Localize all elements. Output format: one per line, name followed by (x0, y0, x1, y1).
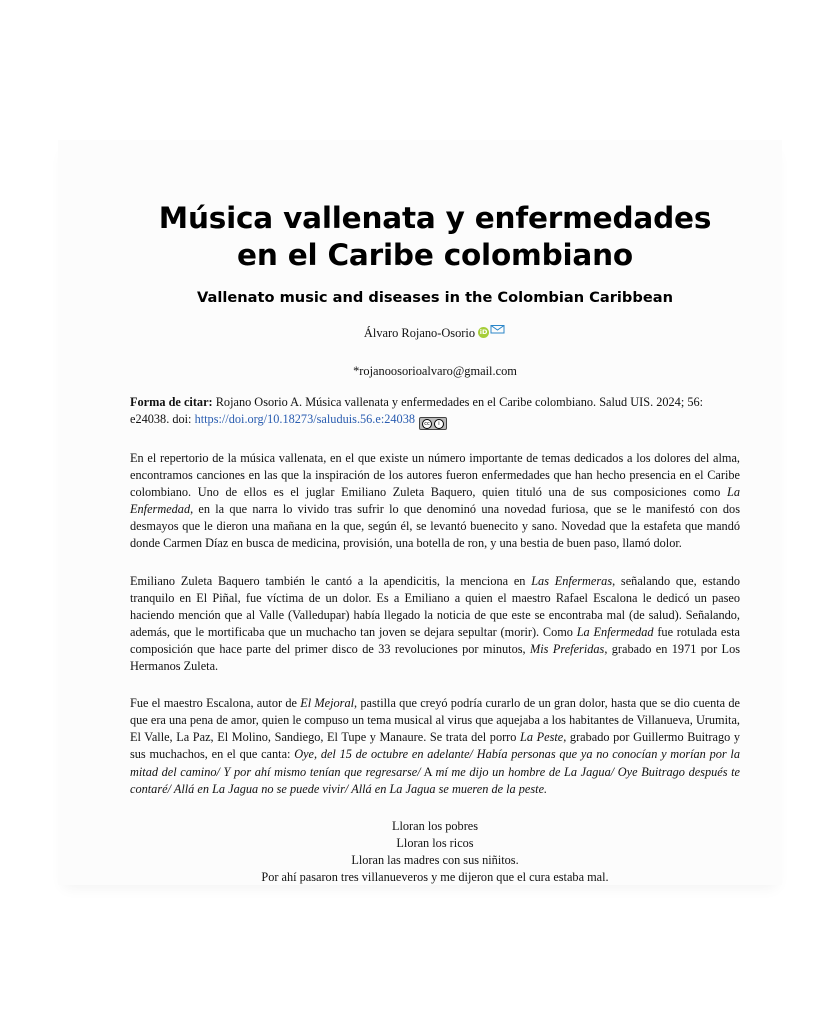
italic-run: La Peste (520, 730, 564, 745)
author-name: Álvaro Rojano-Osorio (363, 326, 476, 340)
italic-run: mí me dijo un hombre de La Jagua/ Oye Buitrago después te contaré/ Allá en La Jagua no se puede vivir/ Allá en La Jagua se mueren de la peste. (130, 764, 741, 796)
article-content (130, 200, 740, 886)
verse-line: Lloran los pobres (391, 818, 479, 833)
text-run: fue rotulada esta composición que hace parte del primer disco de 33 revoluciones por minutos, (130, 624, 740, 656)
body-paragraph (130, 573, 740, 676)
italic-run: Las Enfermeras (531, 573, 613, 588)
citation-label: Forma de citar: (130, 395, 213, 409)
italic-run: La Enfermedad (130, 485, 740, 517)
text-run: En el repertorio de la música vallenata, en el que existe un número importante de temas dedicados a los dolores del alma, encontramos canciones en las que la inspiración de los autores fueron enfermedades que han hecho presencia en el Caribe colombiano. Uno de ellos es el juglar Emiliano Zuleta Baquero, quien tituló una de sus composiciones como (130, 451, 740, 500)
doi-link[interactable]: https://doi.org/10.18273/saluduis.56.e:24038 (194, 411, 415, 426)
author-email: *rojanoosorioalvaro@gmail.com (353, 364, 517, 378)
citation-block (130, 394, 740, 430)
text-run: , grabado por Guillermo Buitrago y sus muchachos, en el que canta: (130, 730, 740, 762)
text-run: Emiliano Zuleta Baquero también le cantó a la apendicitis, la menciona en (130, 573, 532, 588)
article-subtitle: Vallenato music and diseases in the Colombian Caribbean (197, 289, 673, 306)
italic-run: Oye, del 15 de octubre en adelante/ Había personas que ya no conocían y morían por la mitad del camino/ Y por ahí mismo tenían que regresarse/ (130, 747, 740, 779)
by-icon: i (434, 419, 444, 429)
body-paragraph (130, 695, 740, 798)
body-paragraphs (130, 450, 740, 798)
text-run: , grabado en 1971 por Los Hermanos Zuleta. (130, 641, 740, 674)
text-run: , en la que narra lo vivido tras sufrir lo que denominó una novedad furiosa, que se le manifestó con dos desmayos que le dieron una mañana en la que, según él, se levantó buenecito y sano. Novedad que la estafeta que mandó donde Carmen Díaz en busca de medicina, provisión, una botella de ron, y una bestia de buen paso, llamó dolor. (130, 502, 740, 551)
title-line-2: en el Caribe colombiano (237, 238, 633, 272)
citation-text: Rojano Osorio A. Música vallenata y enfermedades en el Caribe colombiano. Salud UIS. 2024; 56: e24038. doi: (130, 395, 704, 426)
verse-line: Lloran los ricos (396, 835, 474, 850)
italic-run: La Enfermedad (576, 624, 654, 639)
italic-run: Mis Preferidas (530, 641, 605, 656)
verse-line: Por ahí pasaron tres villanueveros y me dijeron que el cura estaba mal. (261, 869, 609, 884)
song-verse (130, 818, 740, 886)
article-title (130, 200, 740, 274)
email-icon[interactable] (490, 324, 506, 334)
text-run: A (420, 764, 436, 779)
cc-by-license-badge[interactable] (419, 417, 447, 430)
title-line-1: Música vallenata y enfermedades (158, 201, 712, 235)
text-run: , pastilla que creyó podría curarlo de un gran dolor, hasta que se dio cuenta de que era una pena de amor, quien le compuso un tema musical al virus que aquejaba a los habitantes de Villanueva, Urumita, El Valle, La Paz, El Molino, Sandiego, El Tupe y Manaure. Se trata del porro (130, 696, 740, 745)
cc-icon: cc (422, 419, 432, 429)
text-run: Fue el maestro Escalona, autor de (130, 696, 301, 711)
body-paragraph (130, 450, 740, 553)
orcid-icon[interactable]: iD (479, 328, 488, 336)
verse-line: Lloran las madres con sus niñitos. (351, 852, 519, 867)
italic-run: El Mejoral (300, 696, 355, 711)
text-run: , señalando que, estando tranquilo en El Piñal, fue víctima de un dolor. Es a Emiliano a quien el maestro Rafael Escalona le dedicó un paseo haciendo mención que al Valle (Valledupar) había llegado la noticia de que este se encontraba mal (de salud). Señalando, además, que le mortificaba que un muchacho tan joven se dejara sepultar (morir). Como (130, 573, 740, 639)
author-line (130, 324, 740, 342)
